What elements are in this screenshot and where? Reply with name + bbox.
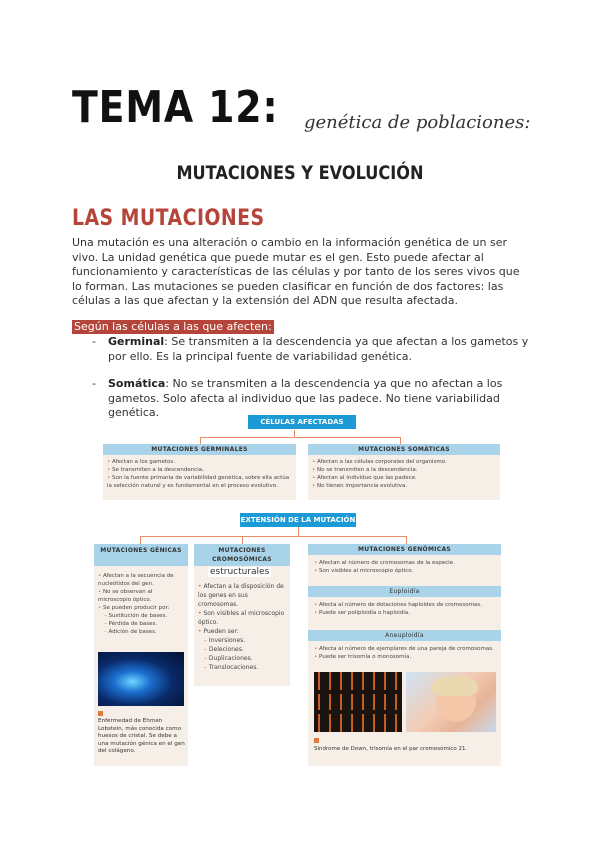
somaticas-title: MUTACIONES SOMÁTICAS — [308, 444, 500, 455]
page-title: TEMA 12: — [72, 82, 279, 133]
somaticas-item: • Afectan a las células corporales del organismo. — [312, 459, 447, 465]
aneuploidia-item: • Puede ser trisomía o monosomía. — [314, 654, 412, 660]
bullet-text: : No se transmiten a la descendencia ya que no afectan a los gametos. Solo afecta al individuo que las padece. No tiene variabilidad genética. — [108, 377, 503, 420]
criterion-label: Según las células a las que afecten: — [74, 320, 272, 333]
aneuploidia-title: Aneuploidía — [308, 630, 501, 641]
section-heading: LAS MUTACIONES — [72, 206, 265, 231]
genomicas-caption: Síndrome de Down, trisomía en el par cromosómico 21. — [314, 746, 468, 752]
bullet-germinal — [92, 335, 532, 364]
page-subtitle: MUTACIONES Y EVOLUCIÓN — [176, 162, 424, 184]
germinales-panel — [103, 444, 296, 500]
cromosomicas-item: • Afectan a la disposición de los genes en sus cromosomas. — [198, 583, 284, 608]
germinales-item: • Son la fuente primaria de variabilidad genética, sobre ella actúa la selección natural y es fundamental en el proceso evolutivo. — [107, 475, 290, 489]
genomicas-item: • Afectan al número de cromosomas de la especie. — [314, 560, 455, 566]
genicas-caption: Enfermedad de Ehman Lobstein, más conocida como huesos de cristal. Se debe a una mutación génica en el gen del colágeno. — [98, 718, 185, 754]
genomicas-title: MUTACIONES GENÓMICAS — [308, 544, 501, 555]
bullet-somatica — [92, 377, 532, 421]
celulas-afectadas-header: CÉLULAS AFECTADAS — [248, 415, 356, 429]
somaticas-item: • No se transmiten a la descendencia. — [312, 467, 418, 473]
cromosomicas-subitem: – Inversiones. — [204, 637, 246, 644]
bullet-dash: - — [92, 335, 96, 348]
page-title-script: genética de poblaciones: — [304, 112, 531, 133]
bullet-term: Somática — [108, 377, 166, 390]
cromosomicas-subitem: – Duplicaciones. — [204, 655, 253, 662]
genomicas-panel — [308, 544, 501, 766]
cromosomicas-subitem: – Deleciones. — [204, 646, 244, 653]
karyotype-image — [314, 672, 402, 732]
germinales-item: • Se transmiten a la descendencia. — [107, 467, 204, 473]
euploidia-title: Euploidía — [308, 586, 501, 597]
somaticas-item: • Afectan al individuo que las padece. — [312, 475, 417, 481]
handwritten-note: estructurales — [210, 567, 270, 577]
bullet-dash: - — [92, 377, 96, 390]
bullet-text: : Se transmiten a la descendencia ya que afectan a los gametos y por ello. Es la principal fuente de variabilidad genética. — [108, 335, 529, 363]
genicas-title: MUTACIONES GÉNICAS — [94, 544, 188, 566]
image-marker — [98, 711, 103, 716]
cromosomicas-subitem: – Translocaciones. — [204, 664, 259, 671]
bullet-term: Germinal — [108, 335, 165, 348]
aneuploidia-item: • Afecta al número de ejemplares de una pareja de cromosomas. — [314, 646, 494, 652]
image-marker — [314, 738, 319, 743]
genicas-item: • Se pueden producir por: — [98, 605, 170, 611]
cromosomicas-item: • Son visibles al microscopio óptico. — [198, 610, 285, 626]
somaticas-item: • No tienen importancia evolutiva. — [312, 483, 408, 489]
down-syndrome-photo — [406, 672, 496, 732]
genicas-subitem: – Adición de bases. — [104, 629, 157, 635]
extension-header: EXTENSIÓN DE LA MUTACIÓN — [240, 513, 356, 527]
genomicas-item: • Son visibles al microscopio óptico. — [314, 568, 414, 574]
euploidia-item: • Puede ser poliploidía o haploidía. — [314, 610, 410, 616]
cromosomicas-title: MUTACIONES CROMOSÓMICAS — [194, 544, 290, 566]
genicas-subitem: – Pérdida de bases. — [104, 621, 158, 627]
intro-paragraph: Una mutación es una alteración o cambio en la información genética de un ser vivo. La unidad genética que puede mutar es el gen. Esto puede afectar al funcionamiento y características de las células y por tanto de los seres vivos que lo forman. Las mutaciones se pueden clasificar en función de dos factores: las células a las que afectan y la extensión del ADN que resulta afectada. — [72, 236, 520, 308]
genicas-subitem: – Sustitución de bases. — [104, 613, 168, 619]
cromosomicas-panel — [194, 544, 290, 686]
genicas-item: • Afectan a la secuencia de nucleótidos del gen. — [98, 573, 174, 587]
somaticas-panel — [308, 444, 500, 500]
genicas-item: • No se observan al microscopio óptico. — [98, 589, 153, 603]
genicas-panel — [94, 544, 188, 766]
euploidia-item: • Afecta al número de dotaciones haploides de cromosomas. — [314, 602, 482, 608]
cromosomicas-item: • Pueden ser: — [198, 628, 239, 635]
germinales-item: • Afectan a los gametos. — [107, 459, 176, 465]
bone-xray-image — [98, 652, 184, 706]
germinales-title: MUTACIONES GERMINALES — [103, 444, 296, 455]
